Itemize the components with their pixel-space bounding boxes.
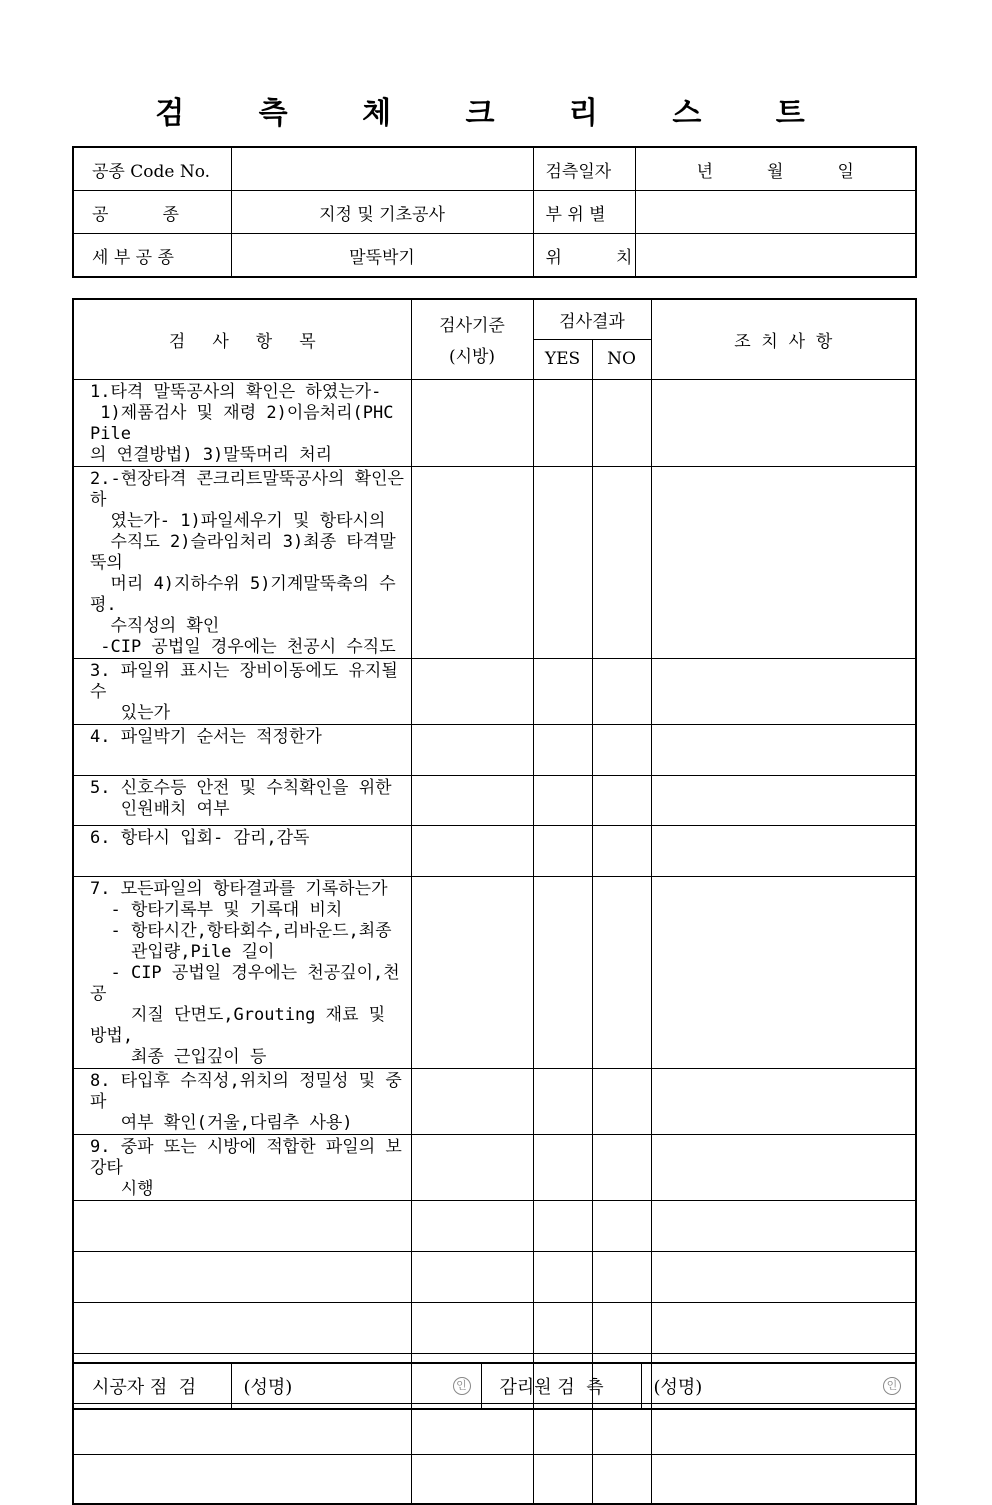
page-title: 검 측 체 크 리 스 트 [155,96,837,131]
supervisor-label: 감리원 검 측 [481,1363,641,1409]
checklist-table [72,298,917,1505]
no-cell[interactable] [592,1200,651,1251]
no-cell[interactable] [592,658,651,724]
yes-cell[interactable] [533,1068,592,1134]
table-row [73,1251,916,1302]
action-cell[interactable] [651,379,916,466]
info-table [72,146,917,278]
no-cell[interactable] [592,1251,651,1302]
detail-label: 세 부 공 종 [73,234,231,278]
no-cell[interactable] [592,1403,651,1454]
yes-cell[interactable] [533,379,592,466]
header-standard-line2: (시방) [448,347,496,368]
table-row [73,775,916,825]
action-cell[interactable] [651,1403,916,1454]
no-cell[interactable] [592,1134,651,1200]
standard-cell[interactable] [411,379,533,466]
part-label: 부 위 별 [533,191,635,234]
table-row [73,825,916,876]
supervisor-seal-icon: 인 [883,1377,901,1395]
header-result: 검사결과 [533,299,651,339]
no-cell[interactable] [592,1068,651,1134]
standard-cell[interactable] [411,1068,533,1134]
check-item-text [73,1200,411,1251]
detail-value[interactable]: 말뚝박기 [231,234,533,278]
yes-cell[interactable] [533,658,592,724]
yes-cell[interactable] [533,1302,592,1353]
header-no: NO [592,339,651,379]
no-cell[interactable] [592,775,651,825]
yes-cell[interactable] [533,466,592,658]
supervisor-sign-field[interactable] [641,1363,916,1409]
check-item-text: 3. 파일위 표시는 장비이동에도 유지될수 있는가 [73,658,411,724]
action-cell[interactable] [651,658,916,724]
action-cell[interactable] [651,466,916,658]
yes-cell[interactable] [533,775,592,825]
date-value[interactable]: 년 월 일 [635,147,916,191]
action-cell[interactable] [651,775,916,825]
yes-cell[interactable] [533,1251,592,1302]
standard-cell[interactable] [411,1200,533,1251]
no-cell[interactable] [592,466,651,658]
check-item-text: 8. 타입후 수직성,위치의 정밀성 및 중파 여부 확인(거울,다림추 사용) [73,1068,411,1134]
work-label: 공 종 [73,191,231,234]
yes-cell[interactable] [533,1403,592,1454]
signature-table [72,1362,917,1410]
yes-cell[interactable] [533,1200,592,1251]
standard-cell[interactable] [411,658,533,724]
no-cell[interactable] [592,1454,651,1504]
action-cell[interactable] [651,1302,916,1353]
work-value[interactable]: 지정 및 기초공사 [231,191,533,234]
date-label: 검측일자 [533,147,635,191]
action-cell[interactable] [651,825,916,876]
yes-cell[interactable] [533,724,592,775]
action-cell[interactable] [651,1454,916,1504]
standard-cell[interactable] [411,825,533,876]
standard-cell[interactable] [411,775,533,825]
check-item-text: 5. 신호수등 안전 및 수칙확인을 위한 인원배치 여부 [73,775,411,825]
check-item-text [73,1403,411,1454]
check-item-text: 7. 모든파일의 항타결과를 기록하는가 - 항타기록부 및 기록대 비치 - 항타시간,항타회수,리바운드,최종 관입량,Pile 길이 - CIP 공법일 경우에는 천공깊이,천공 지질 단면도,Grouting 재료 및 방법, 최종 근입깊이 등 [73,876,411,1068]
standard-cell[interactable] [411,1454,533,1504]
part-value[interactable] [635,191,916,234]
check-item-text [73,1302,411,1353]
table-row [73,1068,916,1134]
location-value[interactable] [635,234,916,278]
standard-cell[interactable] [411,876,533,1068]
location-label: 위 치 [533,234,635,278]
table-row [73,1134,916,1200]
check-item-text: 9. 중파 또는 시방에 적합한 파일의 보강타 시행 [73,1134,411,1200]
no-cell[interactable] [592,1302,651,1353]
contractor-sign-field[interactable] [231,1363,481,1409]
check-item-text: 6. 항타시 입회- 감리,감독 [73,825,411,876]
supervisor-name: (성명) [653,1377,703,1398]
action-cell[interactable] [651,876,916,1068]
table-row [73,466,916,658]
header-item: 검 사 항 목 [73,299,411,379]
check-item-text: 2.-현장타격 콘크리트말뚝공사의 확인은 하 였는가- 1)파일세우기 및 항타시의 수직도 2)슬라임처리 3)최종 타격말뚝의 머리 4)지하수위 5)기계말뚝축의 수평. 수직성의 확인 -CIP 공법일 경우에는 천공시 수직도 [73,466,411,658]
header-action: 조 치 사 항 [651,299,916,379]
standard-cell[interactable] [411,1134,533,1200]
table-row [73,724,916,775]
header-yes: YES [533,339,592,379]
check-item-text: 1.타격 말뚝공사의 확인은 하였는가- 1)제품검사 및 재령 2)이음처리(PHC Pile 의 연결방법) 3)말뚝머리 처리 [73,379,411,466]
standard-cell[interactable] [411,724,533,775]
code-value[interactable] [231,147,533,191]
table-row [73,1403,916,1454]
table-row [73,1200,916,1251]
contractor-seal-icon: 인 [453,1377,471,1395]
standard-cell[interactable] [411,466,533,658]
action-cell[interactable] [651,724,916,775]
action-cell[interactable] [651,1068,916,1134]
yes-cell[interactable] [533,825,592,876]
standard-cell[interactable] [411,1251,533,1302]
contractor-name: (성명) [243,1377,293,1398]
standard-cell[interactable] [411,1403,533,1454]
table-row [73,1302,916,1353]
standard-cell[interactable] [411,1302,533,1353]
yes-cell[interactable] [533,1454,592,1504]
table-row [73,1454,916,1504]
table-row [73,379,916,466]
check-item-text: 4. 파일박기 순서는 적정한가 [73,724,411,775]
yes-cell[interactable] [533,876,592,1068]
check-item-text [73,1251,411,1302]
no-cell[interactable] [592,724,651,775]
action-cell[interactable] [651,1200,916,1251]
check-item-text [73,1454,411,1504]
table-row [73,876,916,1068]
header-standard-line1: 검사기준 [439,316,505,337]
no-cell[interactable] [592,825,651,876]
yes-cell[interactable] [533,1134,592,1200]
contractor-label: 시공자 점 검 [73,1363,231,1409]
action-cell[interactable] [651,1134,916,1200]
table-row [73,658,916,724]
header-standard [411,299,533,379]
action-cell[interactable] [651,1251,916,1302]
no-cell[interactable] [592,876,651,1068]
code-label: 공종 Code No. [73,147,231,191]
no-cell[interactable] [592,379,651,466]
